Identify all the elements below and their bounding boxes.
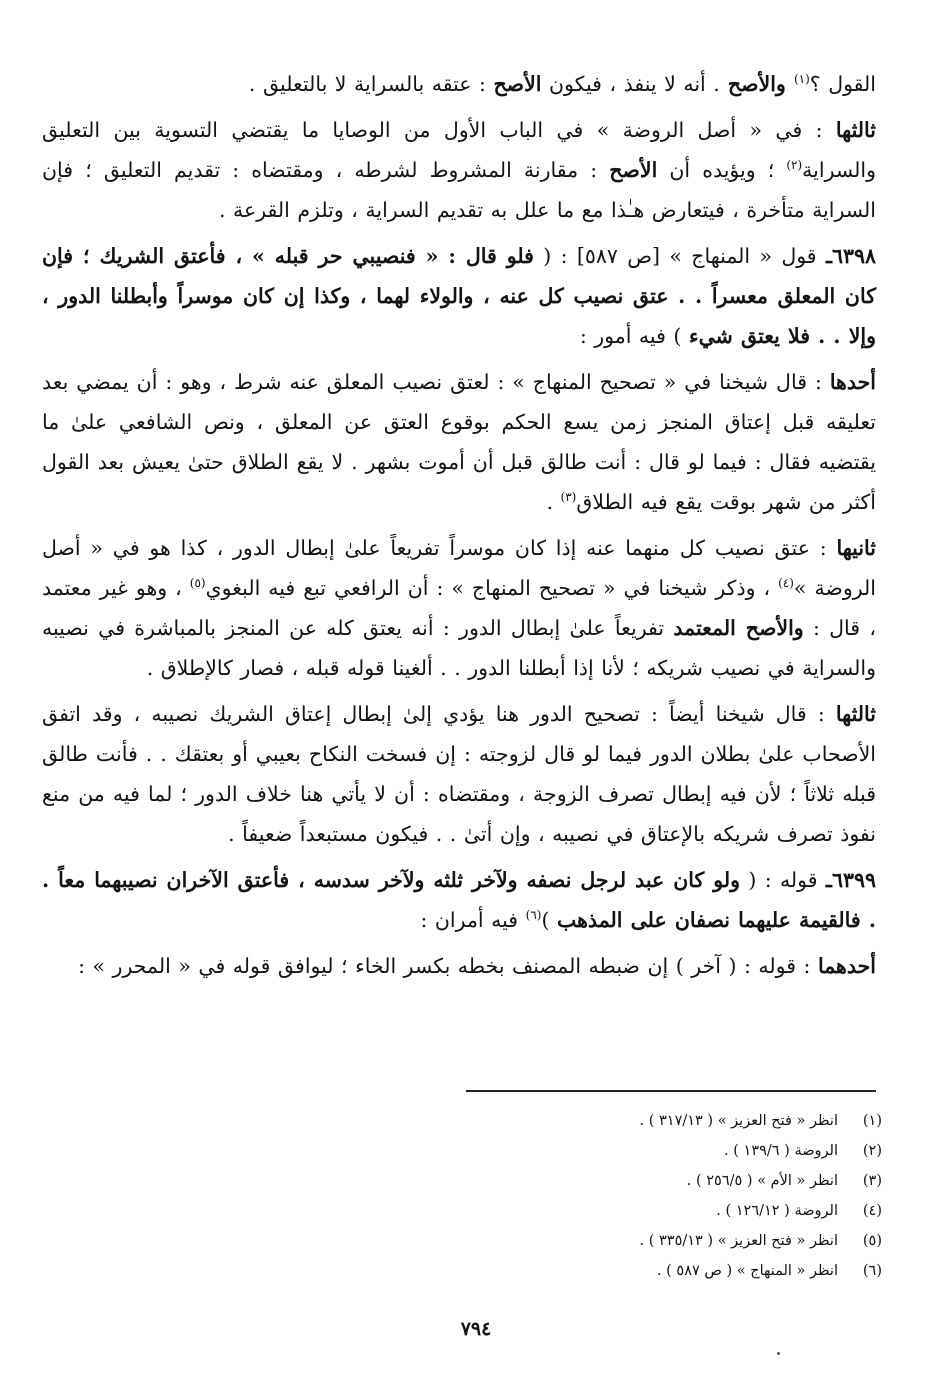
bold-text: ولو كان عبد لرجل نصفه ولآخر ثلثه ولآخر سدسه ، فأعتق الآخران نصيبهما معاً . . فالقيمة عليهما نصفان على المذهب — [42, 868, 876, 932]
footnote-text: الروضة ( ١٢٦/١٢ ) . — [716, 1203, 838, 1219]
paragraph — [42, 946, 876, 986]
bold-text: أحدهما — [817, 954, 876, 978]
text-run: : مقارنة المشروط لشرطه ، ومقتضاه : تقديم التعليق ؛ فإن السراية متأخرة ، فيتعارض هـٰذا مع ما علل به تقديم السراية ، وتلزم القرعة . — [42, 158, 876, 222]
text-run: القول ؟ — [809, 72, 876, 96]
footnote-text: الروضة ( ١٣٩/٦ ) . — [724, 1143, 838, 1159]
text-run: ، وهو غير معتمد ، قال : — [42, 576, 876, 640]
body-text — [42, 64, 876, 986]
text-run: قوله : ( — [740, 868, 826, 892]
text-run: قول « المنهاج » [ص ٥٨٧] : ( — [533, 244, 826, 268]
text-run: ) — [541, 908, 557, 932]
footnote-text: انظر « فتح العزيز » ( ٣٣٥/١٣ ) . — [639, 1233, 838, 1249]
footnote-text: انظر « فتح العزيز » ( ٣١٧/١٣ ) . — [639, 1113, 838, 1129]
footnote-number: (١) — [862, 1113, 882, 1129]
text-run: : عتق نصيب كل منهما عنه إذا كان موسراً تفريعاً علىٰ إبطال الدور ، كذا هو في « أصل الروضة » — [42, 536, 876, 600]
footnote-number: (٥) — [862, 1233, 882, 1249]
paragraph — [42, 362, 876, 522]
footnotes — [362, 1106, 882, 1286]
bold-text: والأصح المعتمد — [673, 616, 804, 640]
footnote — [362, 1196, 882, 1226]
paragraph — [42, 64, 876, 104]
footnote — [362, 1166, 882, 1196]
scan-speck — [777, 1352, 780, 1355]
bold-text: ٦٣٩٨ـ — [825, 244, 876, 268]
footnote-number: (٢) — [862, 1143, 882, 1159]
bold-text: ثانيها — [836, 536, 876, 560]
footnote-text: انظر « الأم » ( ٢٥٦/٥ ) . — [686, 1173, 838, 1189]
bold-text: أحدها — [829, 370, 876, 394]
bold-text: ثالثها — [835, 702, 876, 726]
text-run: ؛ ويؤيده أن — [657, 158, 787, 182]
text-run: . أنه لا ينفذ ، فيكون — [541, 72, 720, 96]
page-content — [42, 64, 876, 992]
text-run: : قال شيخنا أيضاً : تصحيح الدور هنا يؤدي إلىٰ إبطال إعتاق الشريك نصيبه ، وقد اتفق الأصحاب علىٰ بطلان الدور فيما لو قال لزوجته : إن فسخت النكاح بعيبي أو بعتقك . . فأنت طالق قبله ثلاثاً ؛ لأن فيه إبطال تصرف الزوجة ، ومقتضاه : أن لا يأتي هنا خلاف الدور ؛ لما فيه من منع نفوذ تصرف شريكه بالإعتاق في نصيبه ، وإن أتىٰ . . فيكون مستبعداً ضعيفاً . — [42, 702, 876, 846]
text-run: ) فيه أمور : — [579, 324, 689, 348]
footnote — [362, 1106, 882, 1136]
text-run: فيه أمران : — [420, 908, 526, 932]
footnote-number: (٤) — [862, 1203, 882, 1219]
footnote-number: (٦) — [862, 1263, 882, 1279]
paragraph — [42, 528, 876, 688]
paragraph — [42, 694, 876, 854]
bold-text: فلو قال : « فنصيبي حر قبله » ، فأعتق الشريك ؛ فإن كان المعلق معسراً . . عتق نصيب كل عنه ، والولاء لهما ، وكذا إن كان موسراً وأبطلنا الدور ، وإلا . . فلا يعتق شيء — [42, 244, 876, 348]
footnote — [362, 1256, 882, 1286]
footnote-number: (٣) — [862, 1173, 882, 1189]
footnote-ref: (٤) — [778, 576, 794, 591]
bold-text: ثالثها — [835, 118, 876, 142]
text-run: : قوله : ( آخر ) إن ضبطه المصنف بخطه بكسر الخاء ؛ ليوافق قوله في « المحرر » : — [78, 954, 818, 978]
footnote-ref: (٥) — [189, 576, 206, 591]
text-run: : في « أصل الروضة » في الباب الأول من الوصايا ما يقتضي التسوية بين التعليق والسراية — [42, 118, 877, 182]
footnote-ref: (٣) — [560, 490, 577, 505]
footnote — [362, 1226, 882, 1256]
footnote-ref: (١) — [793, 72, 810, 87]
footnote-ref: (٢) — [786, 158, 803, 173]
footnote-ref: (٦) — [525, 908, 542, 923]
text-run: : قال شيخنا في « تصحيح المنهاج » : لعتق نصيب المعلق عنه شرط ، وهو : أن يمضي بعد تعليقه قبل إعتاق المنجز زمن يسع الحكم بوقوع العتق عن المعلق ، ونص الشافعي علىٰ ما يقتضيه فقال : فيما لو قال : أنت طالق قبل أن أموت بشهر . لا يقع الطلاق حتىٰ يعيش بعد القول أكثر من شهر بوقت يقع فيه الطلاق — [42, 370, 876, 514]
bold-text: ٦٣٩٩ـ — [825, 868, 876, 892]
bold-text: الأصح — [493, 72, 542, 96]
bold-text: الأصح — [609, 158, 658, 182]
text-run: تفريعاً علىٰ إبطال الدور : أنه يعتق كله عن المنجز بالمباشرة في نصيبه والسراية في نصيب شريكه ؛ لأنا إذا أبطلنا الدور . . ألغينا قوله قبله ، فصار كالإطلاق . — [42, 616, 876, 680]
footnote-separator — [466, 1090, 876, 1092]
footnote — [362, 1136, 882, 1166]
text-run: ، وذكر شيخنا في « تصحيح المنهاج » : أن الرافعي تبع فيه البغوي — [205, 576, 779, 600]
paragraph — [42, 236, 876, 356]
paragraph — [42, 110, 876, 230]
text-run: . — [546, 490, 561, 514]
page-number: ٧٩٤ — [460, 1318, 492, 1340]
text-run: : عتقه بالسراية لا بالتعليق . — [248, 72, 494, 96]
footnote-text: انظر « المنهاج » ( ص ٥٨٧ ) . — [656, 1263, 838, 1279]
paragraph — [42, 860, 876, 940]
bold-text: والأصح — [719, 72, 794, 96]
